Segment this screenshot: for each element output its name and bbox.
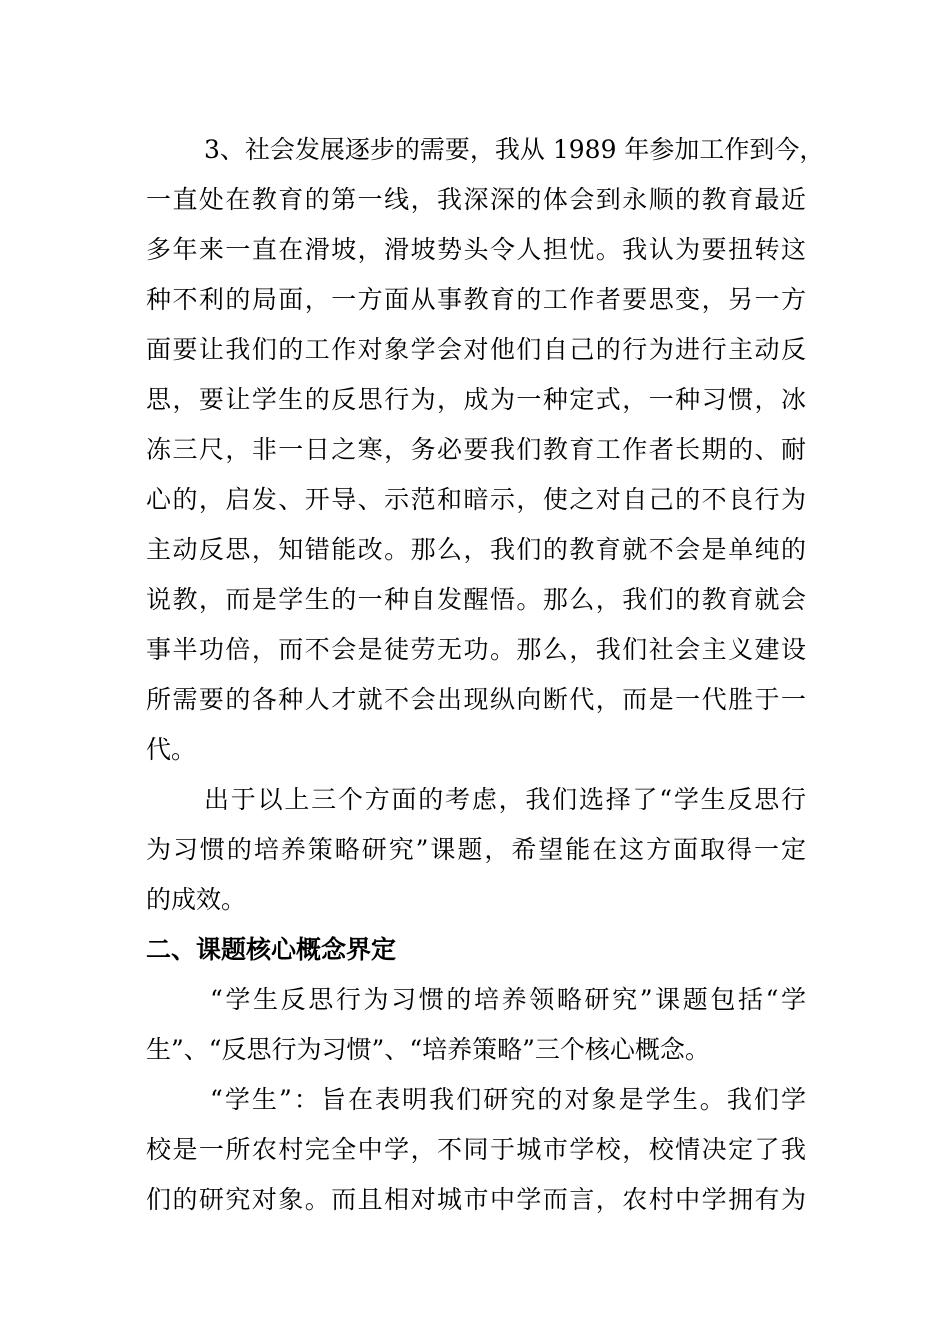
paragraph-1-line-12: 所需要的各种人才就不会出现纵向断代，而是一代胜于一 bbox=[146, 685, 806, 714]
paragraph-1-line-7: 冻三尺，非一日之寒，务必要我们教育工作者长期的、耐 bbox=[146, 435, 806, 464]
paragraph-2-line-2: 为习惯的培养策略研究”课题，希望能在这方面取得一定 bbox=[146, 835, 806, 864]
paragraph-2-line-3: 的成效。 bbox=[146, 885, 247, 914]
paragraph-1-line-9: 主动反思，知错能改。那么，我们的教育就不会是单纯的 bbox=[146, 535, 806, 564]
paragraph-3-line-1: “学生反思行为习惯的培养领略研究”课题包括“学 bbox=[210, 985, 806, 1014]
paragraph-4-line-3: 们的研究对象。而且相对城市中学而言，农村中学拥有为 bbox=[146, 1185, 806, 1214]
paragraph-1-line-3: 多年来一直在滑坡，滑坡势头令人担忧。我认为要扭转这 bbox=[146, 235, 806, 264]
paragraph-4-line-1: “学生”：旨在表明我们研究的对象是学生。我们学 bbox=[210, 1085, 806, 1114]
paragraph-2-line-1: 出于以上三个方面的考虑，我们选择了“学生反思行 bbox=[204, 785, 806, 814]
paragraph-4-line-2: 校是一所农村完全中学，不同于城市学校，校情决定了我 bbox=[146, 1135, 806, 1164]
paragraph-1-line-10: 说教，而是学生的一种自发醒悟。那么，我们的教育就会 bbox=[146, 585, 806, 614]
paragraph-1-line-11: 事半功倍，而不会是徒劳无功。那么，我们社会主义建设 bbox=[146, 635, 806, 664]
paragraph-1-line-4: 种不利的局面，一方面从事教育的工作者要思变，另一方 bbox=[146, 285, 806, 314]
paragraph-1-line-6: 思，要让学生的反思行为，成为一种定式，一种习惯，冰 bbox=[146, 385, 806, 414]
paragraph-3-line-2: 生”、“反思行为习惯”、“培养策略”三个核心概念。 bbox=[146, 1035, 710, 1064]
paragraph-1-line-2: 一直处在教育的第一线，我深深的体会到永顺的教育最近 bbox=[146, 185, 806, 214]
paragraph-1-line-13: 代。 bbox=[146, 735, 197, 764]
paragraph-1-line-8: 心的，启发、开导、示范和暗示，使之对自己的不良行为 bbox=[146, 485, 806, 514]
section-heading: 二、课题核心概念界定 bbox=[146, 935, 397, 964]
paragraph-1-line-1: 3、社会发展逐步的需要，我从 1989 年参加工作到今， bbox=[204, 135, 825, 164]
paragraph-1-line-5: 面要让我们的工作对象学会对他们自己的行为进行主动反 bbox=[146, 335, 806, 364]
